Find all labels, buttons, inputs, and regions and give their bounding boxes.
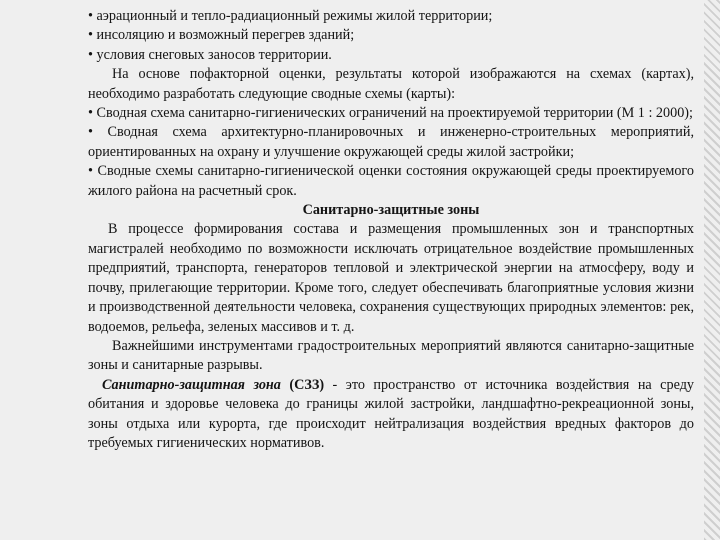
paragraph-tools: Важнейшими инструментами градостроительных мероприятий являются санитарно-защитные зоны и санитарные разрывы.: [88, 337, 694, 374]
bullet-aeration: • аэрационный и тепло-радиационный режимы жилой территории;: [88, 8, 493, 24]
definition-term: Санитарно-защитная зона: [102, 376, 281, 393]
definition-abbr: (СЗЗ): [289, 376, 325, 393]
bullet-scheme-evaluation: • Сводные схемы санитарно-гигиенической оценки состояния окружающей среды проектируемого жилого района на расчетный срок.: [88, 163, 694, 199]
section-heading: Санитарно-защитные зоны: [302, 202, 480, 219]
paragraph-definition: [88, 376, 694, 454]
bullet-scheme-sanitary: • Сводная схема санитарно-гигиенических ограничений на проектируемой территории (М 1 : 2000);: [88, 105, 693, 122]
bullet-snow: • условия снеговых заносов территории.: [88, 46, 332, 63]
definition-text: - это пространство от источника воздействия на среду обитания и здоровье человека до границы жилой застройки, ландшафтно-рекреационной зоны, зоны отдыха или курорта, где происходит нейтрализация воздействия вредных факторов до требуемых гигиенических нормативов.: [88, 376, 694, 451]
document-body: [88, 7, 694, 453]
bullet-insolation: • инсоляцию и возможный перегрев зданий;: [88, 27, 355, 44]
paragraph-process: В процессе формирования состава и размещения промышленных зон и транспортных магистралей необходимо по возможности исключать отрицательное воздействие промышленных предприятий, транспорта, генераторов тепловой и электрической энергии на атмосферу, воду и почву, прилегающие территории. Кроме того, следует обеспечивать благоприятные условия жизни и производственной деятельности человека, сохранения существующих природных элементов: рек, водоемов, рельефа, зеленых массивов и т. д.: [88, 221, 694, 335]
bullet-scheme-architectural: • Сводная схема архитектурно-планировочных и инженерно-строительных мероприятий, ориентированных на охрану и улучшение окружающей среды жилой застройки;: [88, 124, 694, 160]
paragraph-basis: На основе пофакторной оценки, результаты которой изображаются на схемах (картах), необходимо разработать следующие сводные схемы (карты):: [88, 66, 694, 102]
decorative-stripe: [704, 0, 720, 540]
